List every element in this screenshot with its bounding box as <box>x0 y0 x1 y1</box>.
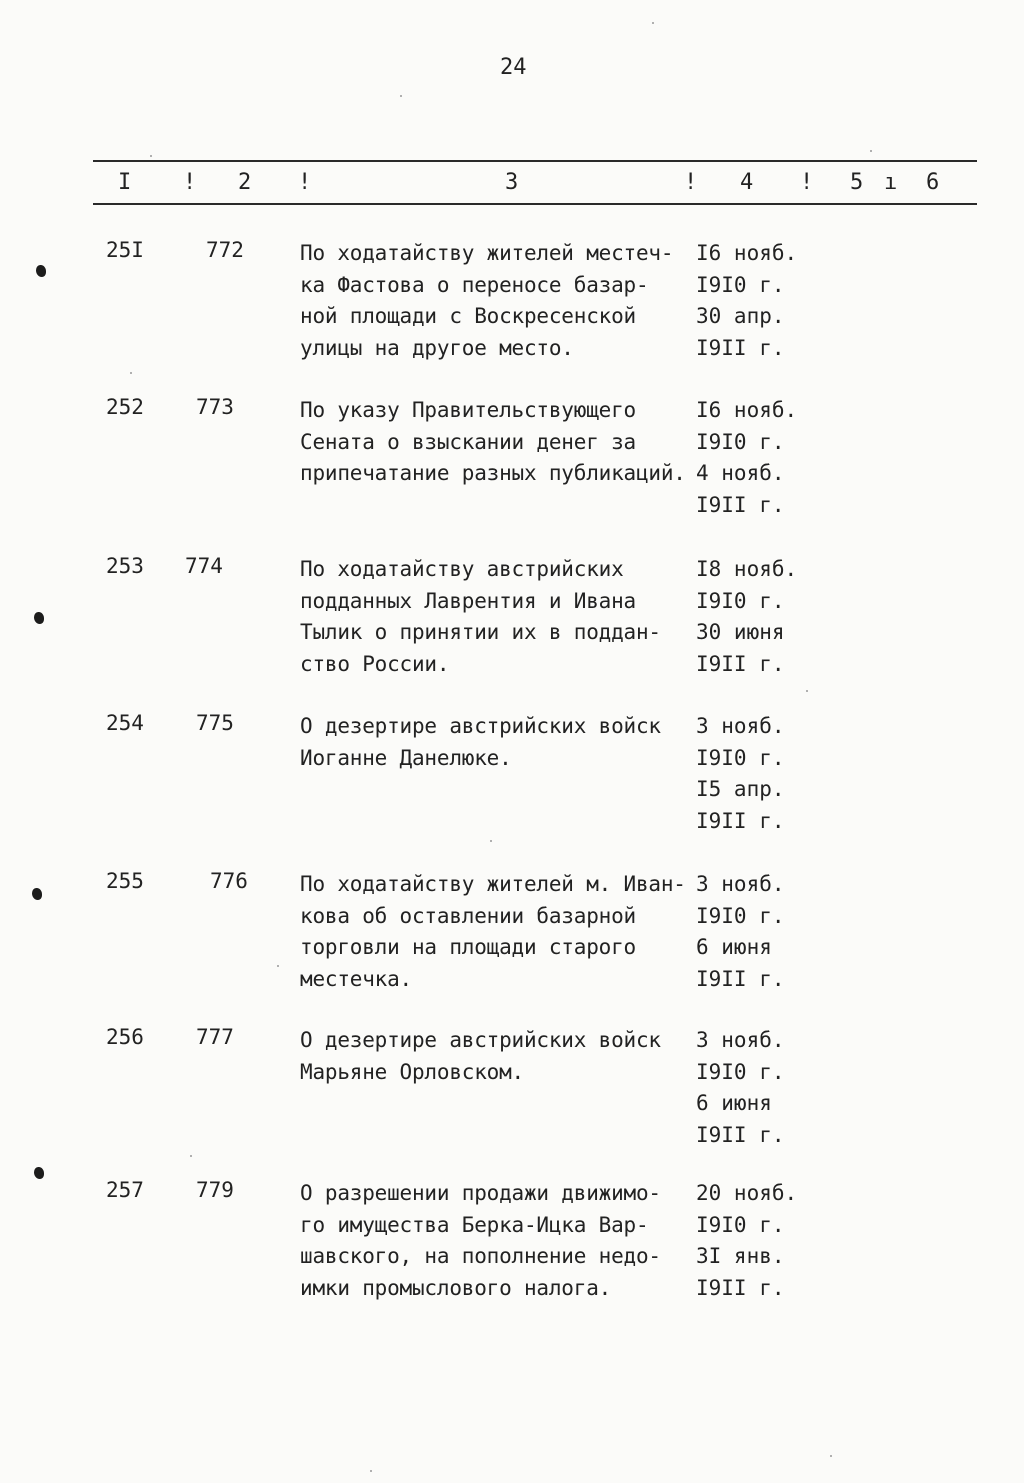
row-number: 256 <box>106 1025 144 1049</box>
row-title <box>300 395 695 490</box>
title-line: подданных Лаврентия и Ивана <box>300 588 636 613</box>
date-line: I6 нояб. <box>696 241 798 265</box>
date-line: 3 нояб. <box>696 872 785 896</box>
item-number: 777 <box>196 1025 234 1049</box>
date-line: 3 нояб. <box>696 1028 785 1052</box>
paper-speck <box>150 155 152 157</box>
date-line: I9I0 г. <box>696 272 785 297</box>
date-line: 30 июня <box>696 620 785 644</box>
date-line: I9II г. <box>696 651 785 676</box>
header-separator: ! <box>800 170 814 195</box>
paper-speck <box>652 22 654 24</box>
date-line: I6 нояб. <box>696 398 798 422</box>
item-number: 776 <box>210 869 248 893</box>
date-line: 6 июня <box>696 935 772 959</box>
date-line: I9I0 г. <box>696 429 785 454</box>
paper-speck <box>490 840 492 842</box>
title-line: го имущества Берка-Ицка Вар- <box>300 1212 649 1237</box>
binding-hole-mark <box>34 612 44 624</box>
header-separator: ! <box>183 170 197 195</box>
row-title <box>300 238 695 364</box>
table-top-rule <box>93 160 977 162</box>
row-dates <box>696 554 806 680</box>
header-col-4: 4 <box>740 170 754 195</box>
title-line: По указу Правительствующего <box>300 398 636 422</box>
title-line: ной площади с Воскресенской <box>300 304 636 328</box>
row-number: 254 <box>106 711 144 735</box>
header-separator: ! <box>298 170 312 195</box>
date-line: I9II г. <box>696 335 785 360</box>
title-line: ство России. <box>300 651 450 676</box>
title-line: Сената о взыскании денег за <box>300 429 636 454</box>
row-number: 25I <box>106 238 144 262</box>
header-col-1: I <box>118 170 132 195</box>
date-line: 30 апр. <box>696 304 785 328</box>
paper-speck <box>830 1455 832 1457</box>
row-dates <box>696 869 806 995</box>
row-number: 252 <box>106 395 144 419</box>
date-line: I9I0 г. <box>696 1212 785 1237</box>
row-dates <box>696 711 806 837</box>
header-col-2: 2 <box>238 170 252 195</box>
paper-speck <box>277 965 279 967</box>
title-line: О разрешении продажи движимо- <box>300 1181 661 1205</box>
title-line: шавского, на пополнение недо- <box>300 1244 661 1268</box>
header-col-3: 3 <box>505 170 519 195</box>
header-col-6: 6 <box>926 170 940 195</box>
date-line: I8 нояб. <box>696 557 798 581</box>
item-number: 773 <box>196 395 234 419</box>
row-dates <box>696 238 806 364</box>
row-title <box>300 869 695 995</box>
date-line: I9I0 г. <box>696 588 785 613</box>
title-line: Тылик о принятии их в поддан- <box>300 620 661 644</box>
date-line: 3 нояб. <box>696 714 785 738</box>
table-header-rule <box>93 203 977 205</box>
title-line: Иоганне Данелюке. <box>300 745 512 770</box>
date-line: I9II г. <box>696 966 785 991</box>
item-number: 775 <box>196 711 234 735</box>
title-line: Марьяне Орловском. <box>300 1059 524 1084</box>
row-dates <box>696 1178 806 1304</box>
date-line: I9I0 г. <box>696 1059 785 1084</box>
row-title <box>300 1025 695 1088</box>
item-number: 779 <box>196 1178 234 1202</box>
header-separator: ı <box>884 170 898 195</box>
binding-hole-mark <box>34 1167 44 1179</box>
row-number: 255 <box>106 869 144 893</box>
header-separator: ! <box>684 170 698 195</box>
date-line: I9I0 г. <box>696 903 785 928</box>
paper-speck <box>400 95 402 97</box>
row-dates <box>696 395 806 521</box>
row-title <box>300 554 695 680</box>
date-line: I9II г. <box>696 492 785 517</box>
date-line: I5 апр. <box>696 777 785 801</box>
row-number: 257 <box>106 1178 144 1202</box>
row-title <box>300 711 695 774</box>
paper-speck <box>806 690 808 692</box>
binding-hole-mark <box>36 265 46 277</box>
title-line: припечатание разных публикаций. <box>300 461 686 485</box>
title-line: По ходатайству жителей м. Иван- <box>300 872 686 896</box>
paper-speck <box>370 1470 372 1472</box>
date-line: I9II г. <box>696 808 785 833</box>
row-dates <box>696 1025 806 1151</box>
binding-hole-mark <box>32 888 42 900</box>
paper-speck <box>190 1155 192 1157</box>
title-line: имки промыслового налога. <box>300 1275 612 1300</box>
title-line: улицы на другое место. <box>300 335 574 360</box>
header-col-5: 5 <box>850 170 864 195</box>
date-line: 6 июня <box>696 1091 772 1115</box>
date-line: 4 нояб. <box>696 461 785 485</box>
title-line: торговли на площади старого <box>300 935 636 959</box>
date-line: I9II г. <box>696 1275 785 1300</box>
item-number: 774 <box>185 554 223 578</box>
page-number: 24 <box>500 55 527 80</box>
title-line: ка Фастова о переносе базар- <box>300 272 649 297</box>
row-number: 253 <box>106 554 144 578</box>
paper-speck <box>870 150 872 152</box>
title-line: О дезертире австрийских войск <box>300 1028 661 1052</box>
title-line: По ходатайству жителей местеч- <box>300 241 674 265</box>
row-title <box>300 1178 695 1304</box>
date-line: I9II г. <box>696 1122 785 1147</box>
title-line: кова об оставлении базарной <box>300 903 636 928</box>
date-line: 20 нояб. <box>696 1181 798 1205</box>
date-line: I9I0 г. <box>696 745 785 770</box>
paper-speck <box>130 372 132 374</box>
date-line: 3I янв. <box>696 1244 785 1268</box>
title-line: По ходатайству австрийских <box>300 557 624 581</box>
item-number: 772 <box>206 238 244 262</box>
title-line: О дезертире австрийских войск <box>300 714 661 738</box>
title-line: местечка. <box>300 966 412 991</box>
